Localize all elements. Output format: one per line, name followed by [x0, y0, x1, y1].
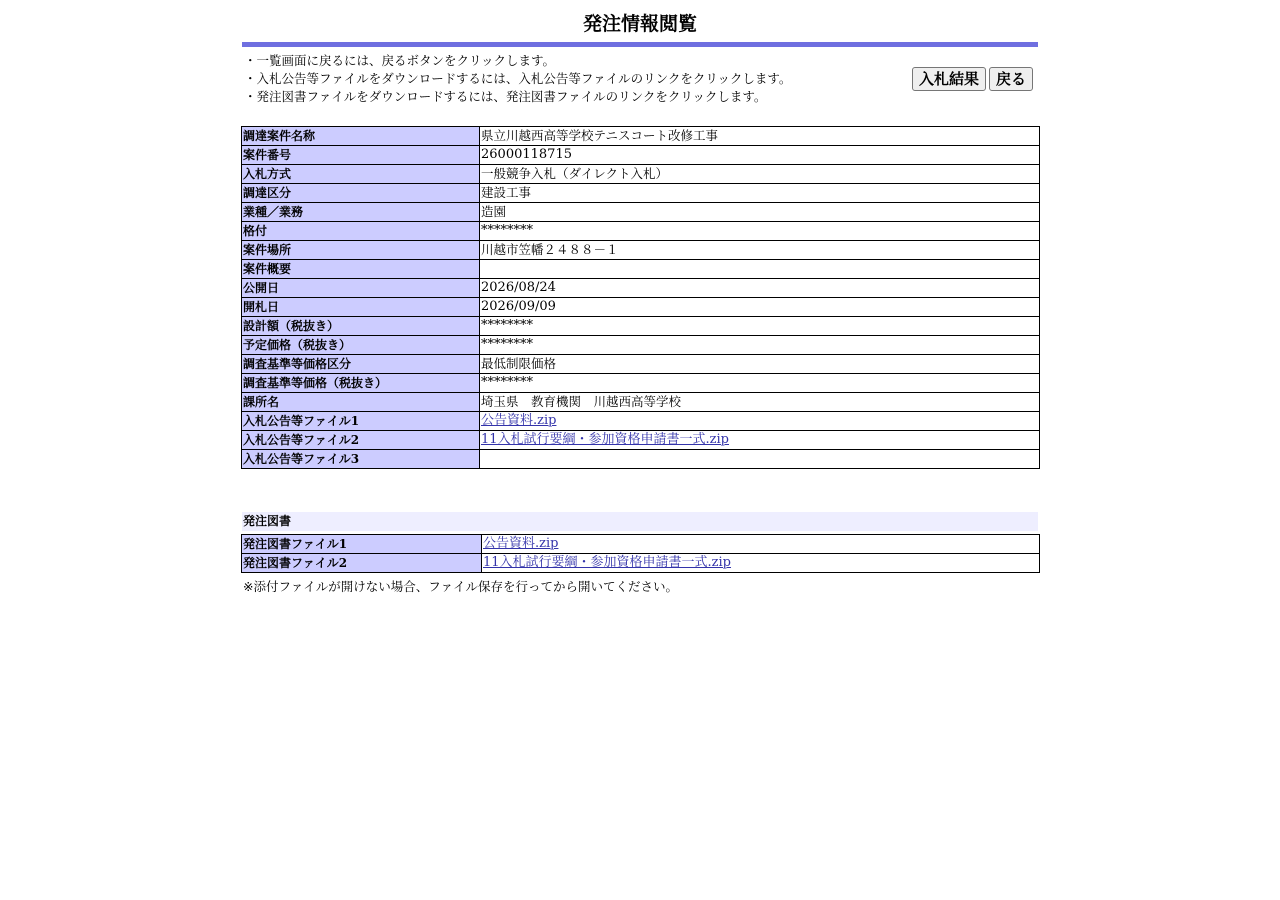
table-row	[242, 279, 1040, 298]
row-value	[482, 535, 1040, 554]
instructions	[244, 52, 791, 106]
row-label: 入札公告等ファイル2	[242, 431, 480, 450]
row-label: 格付	[242, 222, 480, 241]
bid-info-table	[241, 126, 1040, 469]
table-row	[242, 450, 1040, 469]
table-row	[242, 260, 1040, 279]
row-value: 造園	[480, 203, 1040, 222]
row-value: ********	[480, 222, 1040, 241]
row-label: 公開日	[242, 279, 480, 298]
instruction-back: ・一覧画面に戻るには、戻るボタンをクリックします。	[244, 53, 556, 68]
drawing-file-1-link[interactable]: 公告資料.zip	[483, 536, 559, 551]
table-row	[242, 412, 1040, 431]
row-value: 26000118715	[480, 146, 1040, 165]
table-row	[242, 535, 1040, 554]
row-label: 入札公告等ファイル1	[242, 412, 480, 431]
row-label: 案件概要	[242, 260, 480, 279]
row-value: 2026/09/09	[480, 298, 1040, 317]
bid-file-2-link[interactable]: 11入札試行要綱・参加資格申請書一式.zip	[481, 432, 730, 447]
table-row	[242, 146, 1040, 165]
row-value: 川越市笠幡２４８８－１	[480, 241, 1040, 260]
row-value: 県立川越西高等学校テニスコート改修工事	[480, 127, 1040, 146]
row-value: 建設工事	[480, 184, 1040, 203]
row-label: 予定価格（税抜き）	[242, 336, 480, 355]
table-row	[242, 222, 1040, 241]
row-value	[480, 260, 1040, 279]
table-row	[242, 336, 1040, 355]
row-label: 設計額（税抜き）	[242, 317, 480, 336]
drawing-file-2-link[interactable]: 11入札試行要綱・参加資格申請書一式.zip	[483, 555, 732, 570]
bid-result-button[interactable]: 入札結果	[912, 67, 986, 91]
row-label: 発注図書ファイル1	[242, 535, 482, 554]
attachment-note: ※添付ファイルが開けない場合、ファイル保存を行ってから開いてください。	[243, 579, 678, 594]
row-label: 業種／業務	[242, 203, 480, 222]
row-label: 課所名	[242, 393, 480, 412]
row-value: 一般競争入札（ダイレクト入札）	[480, 165, 1040, 184]
row-label: 調達案件名称	[242, 127, 480, 146]
table-row	[242, 203, 1040, 222]
button-group	[912, 67, 1033, 91]
table-row	[242, 298, 1040, 317]
row-value: ********	[480, 374, 1040, 393]
table-row	[242, 431, 1040, 450]
table-row	[242, 241, 1040, 260]
back-button[interactable]: 戻る	[989, 67, 1033, 91]
row-label: 入札公告等ファイル3	[242, 450, 480, 469]
instruction-drawing-file: ・発注図書ファイルをダウンロードするには、発注図書ファイルのリンクをクリックします。	[244, 89, 767, 104]
row-label: 調達区分	[242, 184, 480, 203]
row-value	[482, 554, 1040, 573]
row-value: ********	[480, 336, 1040, 355]
row-label: 案件場所	[242, 241, 480, 260]
table-row	[242, 554, 1040, 573]
row-value	[480, 412, 1040, 431]
row-value: ********	[480, 317, 1040, 336]
table-row	[242, 184, 1040, 203]
table-row	[242, 127, 1040, 146]
title-underline	[242, 42, 1038, 47]
row-label: 開札日	[242, 298, 480, 317]
row-label: 案件番号	[242, 146, 480, 165]
row-value: 埼玉県 教育機関 川越西高等学校	[480, 393, 1040, 412]
row-label: 調査基準等価格区分	[242, 355, 480, 374]
row-label: 入札方式	[242, 165, 480, 184]
table-row	[242, 165, 1040, 184]
row-value: 2026/08/24	[480, 279, 1040, 298]
drawings-table	[241, 534, 1040, 573]
table-row	[242, 374, 1040, 393]
row-value	[480, 431, 1040, 450]
row-label: 発注図書ファイル2	[242, 554, 482, 573]
row-value: 最低制限価格	[480, 355, 1040, 374]
bid-file-1-link[interactable]: 公告資料.zip	[481, 413, 557, 428]
table-row	[242, 317, 1040, 336]
drawings-section-heading: 発注図書	[242, 512, 1038, 531]
table-row	[242, 393, 1040, 412]
page-title: 発注情報閲覧	[582, 13, 697, 35]
row-value	[480, 450, 1040, 469]
instruction-bid-file: ・入札公告等ファイルをダウンロードするには、入札公告等ファイルのリンクをクリックします。	[244, 71, 792, 86]
row-label: 調査基準等価格（税抜き）	[242, 374, 480, 393]
table-row	[242, 355, 1040, 374]
